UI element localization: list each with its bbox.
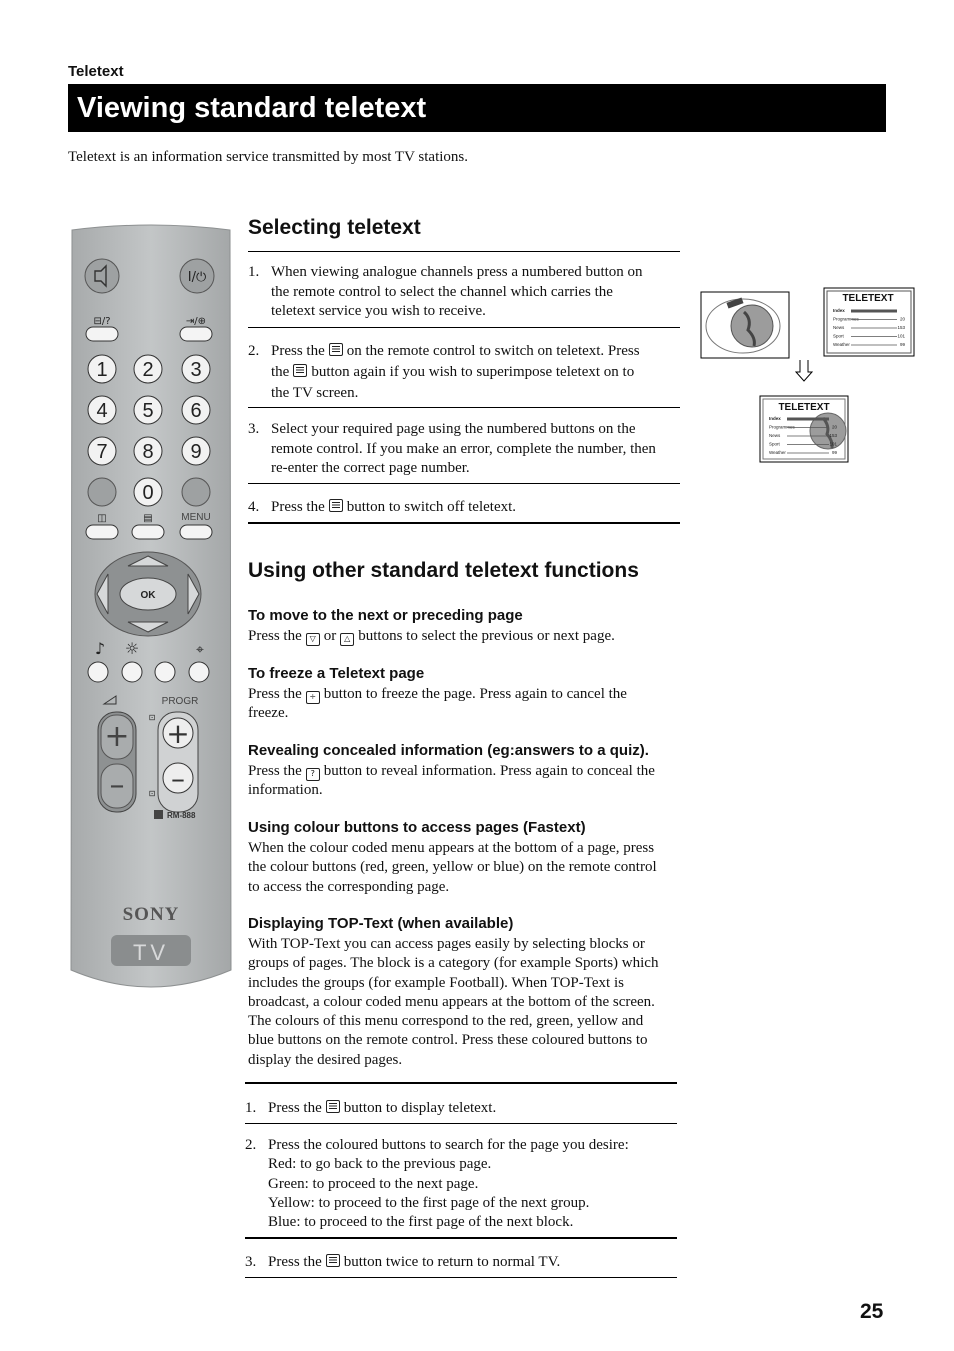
model-badge-icon [154,810,163,819]
menu-item-label: News [769,433,781,438]
teletext-icon [326,1100,340,1113]
menu-item-label: News [833,325,845,330]
green-button[interactable] [122,662,142,682]
number-label: 5 [142,400,154,422]
page-up-icon: △ [340,633,354,646]
info-button[interactable] [86,327,118,341]
mute-button[interactable] [85,259,119,293]
menu-item-label: Programmes [769,424,795,430]
teletext-icon: ▤ [143,513,153,524]
teletext-screens-illustration [700,286,916,464]
ok-label: OK [140,590,156,601]
freeze-subheading: To freeze a Teletext page [248,665,425,682]
picture-icon: ☼ [124,639,140,658]
reveal-subheading: Revealing concealed information (eg:answers to a quiz). [248,742,649,759]
divider [245,1123,677,1124]
page-down-icon: ⊡ [148,789,156,798]
divider [245,1277,677,1278]
teletext-icon [326,1254,340,1267]
hold-icon: ÷ [306,691,320,704]
previous-channel-button[interactable] [88,478,116,506]
move-text: Press the ▽ or △ buttons to select the previous or next page. [248,628,615,644]
freeze-text: Press the ÷ button to freeze the page. Press again to cancel the freeze. [248,686,627,722]
menu-item-label: Weather [769,450,786,455]
reveal-icon: ? [306,768,320,781]
divider [248,522,680,524]
page-title: Viewing standard teletext [77,92,427,124]
number-label: 0 [142,482,154,504]
info-icon: ⊟/? [93,316,111,327]
yellow-button[interactable] [155,662,175,682]
power-icon: I/⏻ [187,270,207,285]
menu-item-label: Programmes [833,316,859,322]
selecting-step-1: 1. When viewing analogue channels press a numbered button on the remote control to select the channel which carries the teletext service you wish to receive. [248,264,643,319]
divider [248,407,680,408]
number-label: 8 [142,441,154,463]
teletext-icon [329,499,343,512]
menu-item-page: 20 [831,424,837,430]
sound-icon: ♪ [94,639,106,658]
number-label: 6 [190,400,202,422]
fastext-subheading: Using colour buttons to access pages (Fastext) [248,819,586,836]
page-number: 25 [860,1300,884,1323]
tv-badge-label: TV [132,940,170,965]
section-label: Teletext [68,63,124,80]
input-icon: ⇥/⊕ [185,316,207,327]
divider [245,1237,677,1239]
toptext-step-1: 1. Press the button to display teletext. [245,1100,497,1116]
toptext-subheading: Displaying TOP-Text (when available) [248,915,514,932]
remote-control-illustration [68,222,234,996]
menu-item-page: 20 [899,316,905,322]
menu-item-label: Weather [833,342,850,347]
tv-mode-button[interactable] [86,525,118,539]
teletext-button[interactable] [132,525,164,539]
toptext-step-2: 2. Press the coloured buttons to search for the page you desire: Red: to go back to the previous page. Green: to proceed to the next page. Yellow: to proceed to the first page of the next group. Blue: to proceed to the first page of the next block. [245,1137,629,1231]
selecting-step-2: 2. Press the on the remote control to switch on teletext. Press the button again if you wish to superimpose teletext on to the TV screen. [248,343,640,401]
reveal-text: Press the ? button to reveal information. Press again to conceal the information. [248,763,655,799]
input-button[interactable] [180,327,212,341]
number-label: 3 [190,359,202,381]
number-label: 9 [190,441,202,463]
toptext-step-3: 3. Press the button twice to return to normal TV. [245,1254,561,1270]
selecting-heading: Selecting teletext [248,216,421,239]
menu-item-page: 153 [897,325,905,330]
selecting-step-4: 4. Press the button to switch off teletext. [248,499,517,515]
menu-item-label: Index [769,416,781,421]
menu-button[interactable] [180,525,212,539]
blue-button[interactable] [189,662,209,682]
selecting-step-3: 3. Select your required page using the numbered buttons on the remote control. If you make an error, complete the number, then re-enter the correct page number. [248,421,656,476]
model-label: RM-888 [167,811,196,820]
toptext-text: With TOP-Text you can access pages easily by selecting blocks or groups of pages. The block is a category (for example Sports) which includes the groups (for example Football). When TOP-Text is broadcast, a colour coded menu appears at the bottom of the screen. The colours of this menu correspond to the red, green, yellow and blue buttons on the remote control. Press these coloured buttons to display the desired pages. [248,936,659,1068]
plus-icon: + [104,719,130,754]
divider [245,1082,677,1084]
menu-item-page: 153 [829,433,837,438]
divider [248,483,680,484]
swap-button[interactable] [182,478,210,506]
number-label: 2 [142,359,154,381]
number-label: 4 [96,400,108,422]
down-arrow-icon [796,360,812,381]
teletext-icon [293,364,307,377]
move-subheading: To move to the next or preceding page [248,607,523,624]
globe-icon [731,305,773,347]
menu-item-page: 99 [899,342,905,347]
menu-item-label: Index [833,308,845,313]
divider [248,251,680,252]
minus-icon: – [109,768,125,803]
teletext-label: TELETEXT [778,402,830,413]
progr-label: PROGR [161,696,199,707]
plus-icon: + [166,717,190,750]
minus-icon: – [171,762,185,795]
red-button[interactable] [88,662,108,682]
divider [248,327,680,328]
page-down-icon: ▽ [306,633,320,646]
intro-text: Teletext is an information service transmitted by most TV stations. [68,149,468,165]
title-bar [68,84,886,132]
number-label: 1 [96,359,108,381]
screen-format-icon: ⌖ [196,642,204,658]
other-functions-heading: Using other standard teletext functions [248,559,639,582]
teletext-label: TELETEXT [842,293,894,304]
menu-item-label: Sport [769,441,780,447]
menu-item-page: 99 [831,450,837,455]
menu-item-page: 101 [897,333,905,339]
menu-item-label: Sport [833,333,844,339]
menu-item-page: 101 [829,441,837,447]
page-up-icon: ⊡ [148,713,156,722]
teletext-icon [329,343,343,356]
tv-icon: ◫ [97,513,107,524]
brand-logo: SONY [122,904,180,925]
fastext-text: When the colour coded menu appears at the bottom of a page, press the colour buttons (red, green, yellow or blue) on the remote control to access the corresponding page. [248,840,657,895]
menu-label: MENU [181,512,211,523]
number-label: 7 [96,441,108,463]
